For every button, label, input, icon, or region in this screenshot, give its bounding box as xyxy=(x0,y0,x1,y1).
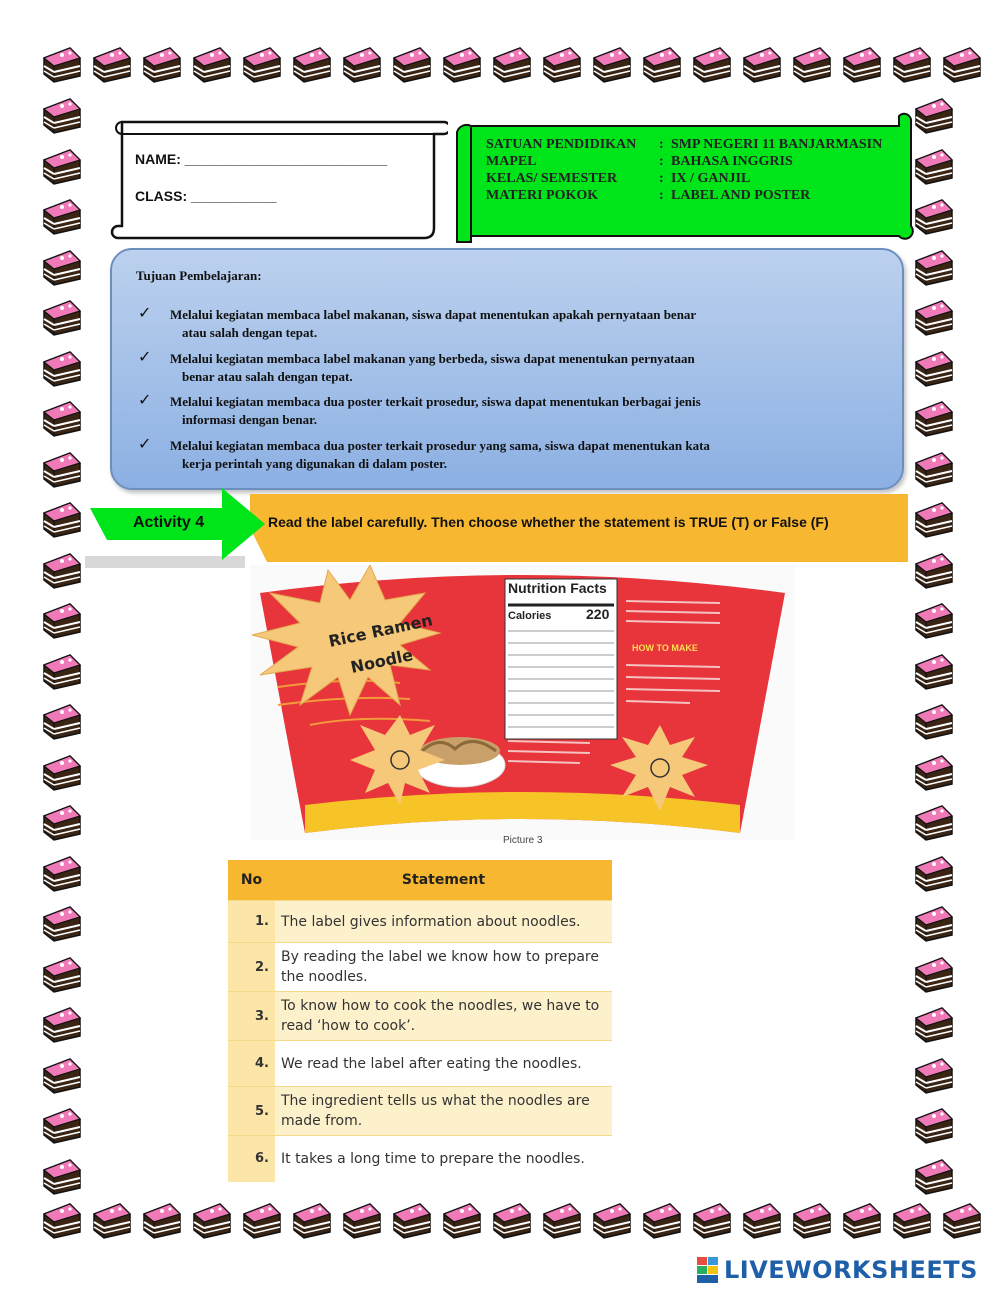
table-row xyxy=(228,1087,612,1136)
cake-icon xyxy=(912,398,956,438)
school-info-row xyxy=(486,137,906,153)
cake-icon xyxy=(40,802,84,842)
cake-icon xyxy=(912,449,956,489)
cake-icon xyxy=(912,752,956,792)
row-statement: The ingredient tells us what the noodles are made from. xyxy=(275,1087,612,1136)
cake-icon xyxy=(40,44,84,84)
cake-icon xyxy=(490,1200,534,1240)
calories-value: 220 xyxy=(586,606,610,622)
statement-table xyxy=(228,860,612,1182)
objective-text: Melalui kegiatan membaca label makanan, siswa dapat menentukan apakah pernyataan benar xyxy=(170,307,697,322)
school-info-sep: : xyxy=(659,137,664,152)
cake-icon xyxy=(640,44,684,84)
cake-icon xyxy=(840,1200,884,1240)
cake-icon xyxy=(912,651,956,691)
cake-icon xyxy=(912,1105,956,1145)
school-info-sep: : xyxy=(659,154,664,169)
cake-icon xyxy=(440,44,484,84)
cake-icon xyxy=(190,44,234,84)
cake-icon xyxy=(240,44,284,84)
cake-icon xyxy=(912,95,956,135)
school-info-key: MAPEL xyxy=(486,154,537,169)
check-icon: ✓ xyxy=(138,347,152,366)
row-statement: By reading the label we know how to prepare the noodles. xyxy=(275,943,612,992)
objective-item xyxy=(138,303,882,342)
cake-icon xyxy=(912,297,956,337)
cake-icon xyxy=(40,95,84,135)
liveworksheets-logo-text: LIVEWORKSHEETS xyxy=(724,1256,978,1284)
cake-icon xyxy=(912,954,956,994)
objective-item xyxy=(138,434,882,473)
cake-icon xyxy=(890,1200,934,1240)
school-info-sep: : xyxy=(659,171,664,186)
cake-icon xyxy=(40,146,84,186)
cake-icon xyxy=(140,44,184,84)
objective-text-cont: kerja perintah yang digunakan di dalam poster. xyxy=(182,456,447,471)
school-info-key: MATERI POKOK xyxy=(486,188,599,203)
school-info-key: SATUAN PENDIDIKAN xyxy=(486,137,637,152)
cake-icon xyxy=(40,449,84,489)
cake-icon xyxy=(40,398,84,438)
cake-icon xyxy=(390,44,434,84)
cake-icon xyxy=(912,247,956,287)
cake-icon xyxy=(640,1200,684,1240)
row-statement: We read the label after eating the noodles. xyxy=(275,1041,612,1087)
objectives-title: Tujuan Pembelajaran: xyxy=(136,268,262,283)
name-class-box xyxy=(108,118,448,243)
objective-text-cont: informasi dengan benar. xyxy=(182,412,317,427)
cake-icon xyxy=(912,903,956,943)
cake-icon xyxy=(290,1200,334,1240)
product-name-line2: Noodle xyxy=(348,645,415,677)
cake-icon xyxy=(40,247,84,287)
cake-icon xyxy=(912,853,956,893)
row-statement: The label gives information about noodles. xyxy=(275,901,612,943)
cake-icon xyxy=(912,1156,956,1196)
cake-icon xyxy=(40,701,84,741)
cake-icon xyxy=(590,44,634,84)
objective-text-cont: benar atau salah dengan tepat. xyxy=(182,369,353,384)
column-header-no: No xyxy=(228,860,275,901)
cake-icon xyxy=(390,1200,434,1240)
cake-icon xyxy=(40,1105,84,1145)
cake-icon xyxy=(190,1200,234,1240)
row-number: 1. xyxy=(228,901,275,943)
product-name-line1: Rice Ramen xyxy=(326,610,435,651)
objective-text: Melalui kegiatan membaca dua poster terkait prosedur yang sama, siswa dapat menentukan kata xyxy=(170,438,710,453)
cake-icon xyxy=(340,1200,384,1240)
cake-icon xyxy=(740,44,784,84)
cake-icon xyxy=(40,1200,84,1240)
cake-icon xyxy=(40,297,84,337)
cake-icon xyxy=(912,348,956,388)
cake-icon xyxy=(40,550,84,590)
row-number: 6. xyxy=(228,1136,275,1182)
column-header-statement: Statement xyxy=(275,860,612,901)
row-number: 2. xyxy=(228,943,275,992)
cake-icon xyxy=(40,499,84,539)
cake-icon xyxy=(540,44,584,84)
cake-icon xyxy=(840,44,884,84)
cake-icon xyxy=(940,1200,984,1240)
table-row xyxy=(228,1041,612,1087)
check-icon: ✓ xyxy=(138,303,152,322)
cake-icon xyxy=(890,44,934,84)
table-row xyxy=(228,943,612,992)
school-info-value: BAHASA INGGRIS xyxy=(671,154,793,169)
cake-icon xyxy=(912,802,956,842)
school-info-sep: : xyxy=(659,188,664,203)
objective-text-cont: atau salah dengan tepat. xyxy=(182,325,318,340)
cake-icon xyxy=(40,651,84,691)
cake-icon xyxy=(40,348,84,388)
cake-icon xyxy=(790,1200,834,1240)
cake-icon xyxy=(490,44,534,84)
learning-objectives-box xyxy=(110,248,904,490)
cake-icon xyxy=(40,1156,84,1196)
table-row xyxy=(228,1136,612,1182)
cake-icon xyxy=(340,44,384,84)
cake-icon xyxy=(690,44,734,84)
activity-label: Activity 4 xyxy=(133,514,205,531)
table-row xyxy=(228,992,612,1041)
objective-text: Melalui kegiatan membaca label makanan yang berbeda, siswa dapat menentukan pernyataan xyxy=(170,351,695,366)
row-number: 3. xyxy=(228,992,275,1041)
cake-icon xyxy=(40,1055,84,1095)
table-header-row xyxy=(228,860,612,901)
school-info-row xyxy=(486,188,906,204)
school-info-value: LABEL AND POSTER xyxy=(671,188,811,203)
check-icon: ✓ xyxy=(138,434,152,453)
cake-icon xyxy=(790,44,834,84)
objective-text: Melalui kegiatan membaca dua poster terkait prosedur, siswa dapat menentukan berbagai jenis xyxy=(170,394,701,409)
cake-icon xyxy=(290,44,334,84)
row-number: 5. xyxy=(228,1087,275,1136)
liveworksheets-logo-icon xyxy=(697,1257,719,1283)
class-field[interactable]: CLASS: ___________ xyxy=(135,188,277,204)
cake-icon xyxy=(912,550,956,590)
cake-icon xyxy=(912,701,956,741)
cake-icon xyxy=(40,903,84,943)
cake-icon xyxy=(40,1004,84,1044)
name-field[interactable]: NAME: __________________________ xyxy=(135,151,388,167)
table-row xyxy=(228,901,612,943)
check-icon: ✓ xyxy=(138,390,152,409)
row-number: 4. xyxy=(228,1041,275,1087)
cake-icon xyxy=(912,600,956,640)
how-to-make-label: HOW TO MAKE xyxy=(632,643,698,653)
calories-label: Calories xyxy=(508,610,552,622)
cake-icon xyxy=(40,954,84,994)
cake-icon xyxy=(912,1055,956,1095)
cake-icon xyxy=(940,44,984,84)
objective-item xyxy=(138,347,882,386)
cake-icon xyxy=(40,600,84,640)
cake-icon xyxy=(40,196,84,236)
cake-icon xyxy=(40,752,84,792)
cake-icon xyxy=(40,853,84,893)
school-info-value: IX / GANJIL xyxy=(671,171,751,186)
activity-instruction: Read the label carefully. Then choose whether the statement is TRUE (T) or False (F) xyxy=(268,514,829,530)
school-info-row xyxy=(486,154,906,170)
cake-icon xyxy=(912,146,956,186)
cake-icon xyxy=(440,1200,484,1240)
cake-icon xyxy=(140,1200,184,1240)
cake-icon xyxy=(240,1200,284,1240)
cake-icon xyxy=(912,196,956,236)
nutrition-title: Nutrition Facts xyxy=(508,580,607,596)
school-info-value: SMP NEGERI 11 BANJARMASIN xyxy=(671,137,883,152)
row-statement: To know how to cook the noodles, we have to read ‘how to cook’. xyxy=(275,992,612,1041)
school-info-key: KELAS/ SEMESTER xyxy=(486,171,618,186)
row-statement: It takes a long time to prepare the noodles. xyxy=(275,1136,612,1182)
cake-icon xyxy=(90,44,134,84)
noodle-label-picture xyxy=(250,565,795,840)
objective-item xyxy=(138,390,882,429)
cake-icon xyxy=(912,499,956,539)
cake-icon xyxy=(912,1004,956,1044)
cake-icon xyxy=(90,1200,134,1240)
cake-icon xyxy=(590,1200,634,1240)
scroll-frame xyxy=(108,118,448,243)
cake-icon xyxy=(740,1200,784,1240)
picture-caption: Picture 3 xyxy=(503,835,543,846)
cake-icon xyxy=(540,1200,584,1240)
cake-icon xyxy=(690,1200,734,1240)
school-info-row xyxy=(486,171,906,187)
